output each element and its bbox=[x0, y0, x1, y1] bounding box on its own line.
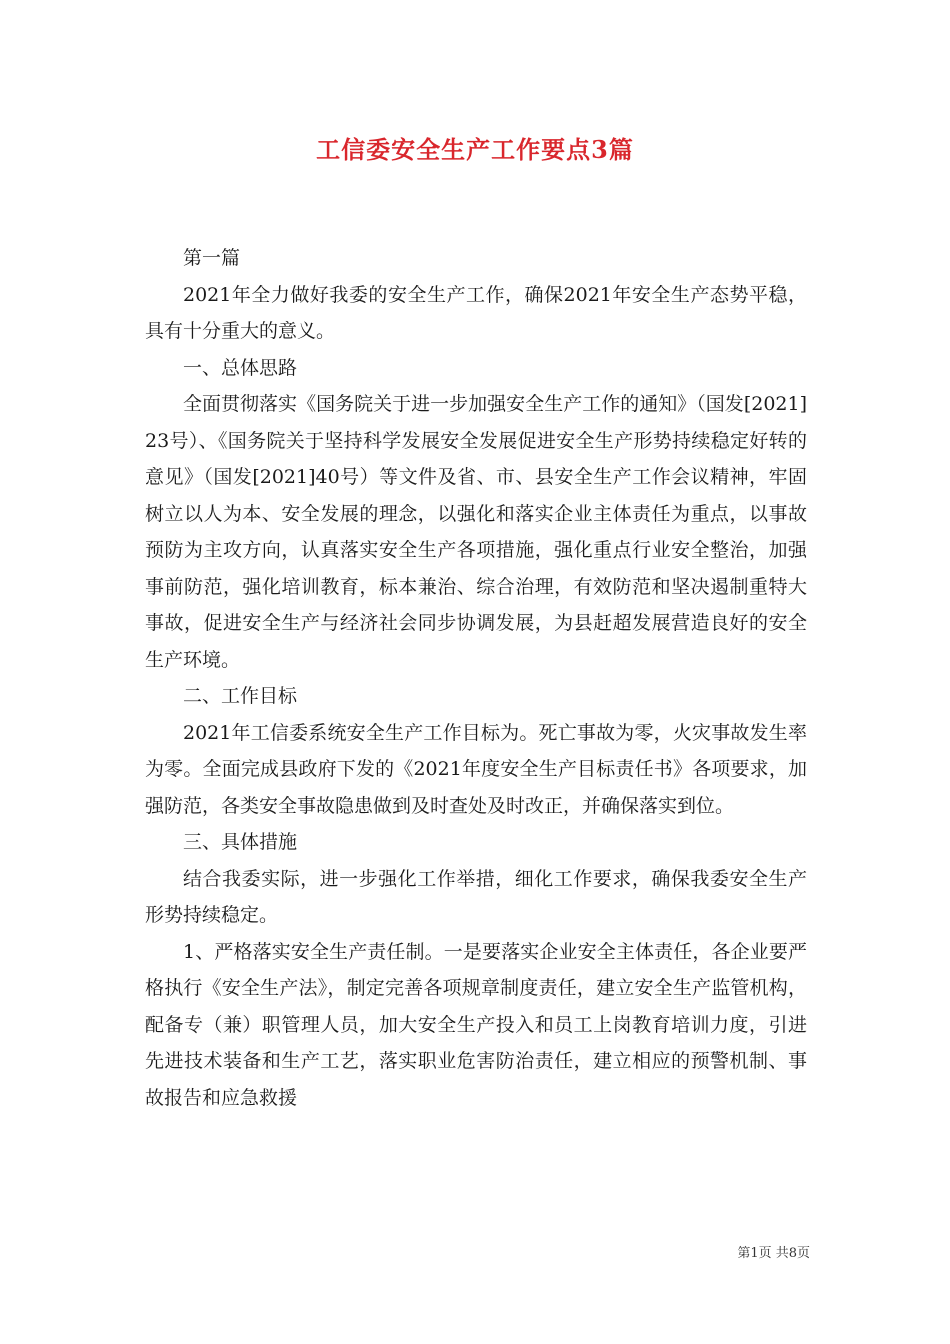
heading-overall-approach: 一、总体思路 bbox=[183, 356, 298, 379]
document-body bbox=[145, 240, 807, 1116]
paragraph-measure-1: 1、严格落实安全生产责任制。一是要落实企业安全主体责任，各企业要严格执行《安全生产法》，制定完善各项规章制度责任，建立安全生产监管机构，配备专（兼）职管理人员，加大安全生产投入和员工上岗教育培训力度，引进先进技术装备和生产工艺，落实职业危害防治责任，建立相应的预警机制、事故报告和应急救援 bbox=[145, 940, 807, 1109]
paragraph-overall-approach: 全面贯彻落实《国务院关于进一步加强安全生产工作的通知》（国发[2021]23号）、《国务院关于坚持科学发展安全发展促进安全生产形势持续稳定好转的意见》（国发[2021]40号）等文件及省、市、县安全生产工作会议精神，牢固树立以人为本、安全发展的理念，以强化和落实企业主体责任为重点，以事故预防为主攻方向，认真落实安全生产各项措施，强化重点行业安全整治，加强事前防范，强化培训教育，标本兼治、综合治理，有效防范和坚决遏制重特大事故，促进安全生产与经济社会同步协调发展，为县赶超发展营造良好的安全生产环境。 bbox=[145, 393, 807, 671]
paragraph-work-goals: 2021年工信委系统安全生产工作目标为。死亡事故为零，火灾事故发生率为零。全面完成县政府下发的《2021年度安全生产目标责任书》各项要求，加强防范，各类安全事故隐患做到及时查处及时改正，并确保落实到位。 bbox=[145, 721, 807, 817]
heading-work-goals: 二、工作目标 bbox=[183, 685, 298, 707]
page-number: 第1页 共8页 bbox=[737, 1246, 810, 1261]
paragraph-measures-intro: 结合我委实际，进一步强化工作举措，细化工作要求，确保我委安全生产形势持续稳定。 bbox=[145, 867, 807, 926]
intro-paragraph: 2021年全力做好我委的安全生产工作，确保2021年安全生产态势平稳，具有十分重大的意义。 bbox=[145, 283, 807, 342]
document-title: 工信委安全生产工作要点3篇 bbox=[316, 135, 634, 164]
section-label: 第一篇 bbox=[183, 247, 241, 269]
heading-specific-measures: 三、具体措施 bbox=[183, 831, 298, 853]
